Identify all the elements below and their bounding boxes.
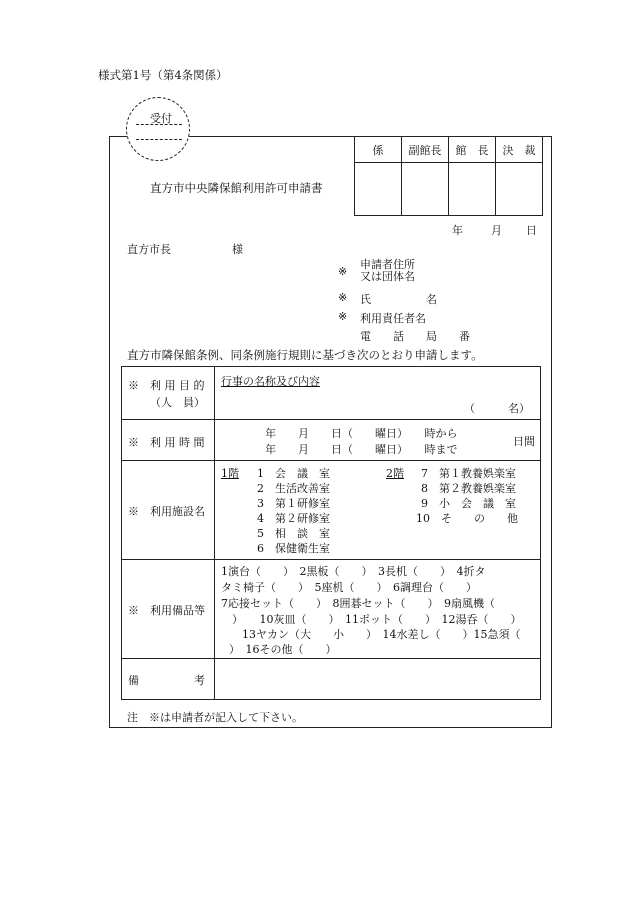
- equipment-line[interactable]: 7応接セット（ ） 8囲碁セット（ ） 9扇風機（: [221, 597, 495, 610]
- footnote: 注 ※は申請者が記入して下さい。: [127, 711, 303, 724]
- facility-item[interactable]: 3 第１研修室: [257, 497, 330, 510]
- facility-item[interactable]: 10 そ の 他: [416, 512, 518, 525]
- approval-header-vice-director: 副館長: [402, 137, 449, 163]
- time-label: ※ 利 用 時 間: [128, 436, 205, 449]
- stamp-dash-line: [136, 139, 182, 140]
- reception-stamp-circle: [126, 97, 190, 161]
- facility-item[interactable]: 9 小 会 議 室: [421, 497, 516, 510]
- table-column-divider: [214, 366, 215, 700]
- table-border-right: [540, 366, 541, 700]
- approval-seal-box[interactable]: [355, 163, 402, 216]
- applicant-responsible-label: 利用責任者名: [360, 312, 426, 325]
- purpose-input-area[interactable]: [216, 386, 538, 418]
- date-month: 月: [491, 224, 502, 237]
- table-row-divider: [121, 658, 541, 659]
- addressee-honorific: 様: [232, 243, 243, 256]
- approval-header-staff: 係: [355, 137, 402, 163]
- table-border-bottom: [121, 699, 541, 700]
- date-year: 年: [452, 224, 463, 237]
- intro-statement: 直方市隣保館条例、同条例施行規則に基づき次のとおり申請します。: [127, 348, 483, 362]
- equipment-line[interactable]: 1演台（ ） 2黒板（ ） 3長机（ ） 4折タ: [221, 565, 486, 578]
- table-row-divider: [121, 460, 541, 461]
- table-row-divider: [121, 419, 541, 420]
- facility-label: ※ 利用施設名: [128, 505, 205, 518]
- time-to-line: 年 月 日（ 曜日） 時まで: [265, 443, 458, 456]
- remarks-input-area[interactable]: [216, 660, 538, 698]
- applicant-name-label: 氏 名: [360, 293, 437, 306]
- approval-table: [354, 136, 543, 216]
- remarks-label: 備 考: [128, 674, 205, 687]
- purpose-label-line1: ※ 利 用 目 的: [128, 379, 205, 392]
- stamp-dash-line: [136, 124, 182, 125]
- equipment-line[interactable]: 13ヤカン（大 小 ） 14水差し（ ）15急須（: [242, 628, 521, 641]
- facility-item[interactable]: 8 第２教養娯楽室: [421, 482, 516, 495]
- facility-floor1-label: 1階: [221, 467, 239, 480]
- approval-seal-box[interactable]: [449, 163, 496, 216]
- approval-seal-box[interactable]: [402, 163, 449, 216]
- equipment-label: ※ 利用備品等: [128, 604, 205, 617]
- facility-floor2-label: 2階: [386, 467, 404, 480]
- facility-item[interactable]: 6 保健衛生室: [257, 542, 330, 555]
- table-border-top: [121, 366, 541, 367]
- facility-item[interactable]: 2 生活改善室: [257, 482, 330, 495]
- applicant-address-label: [360, 259, 415, 283]
- date-day: 日: [526, 224, 537, 237]
- facility-item[interactable]: 1 会 議 室: [257, 467, 330, 480]
- approval-header-director: 館 長: [449, 137, 496, 163]
- document-title: 直方市中央隣保館利用許可申請書: [150, 181, 323, 195]
- equipment-line[interactable]: タミ椅子（ ） 5座机（ ） 6調理台（ ）: [221, 581, 477, 594]
- facility-item[interactable]: 7 第１教養娯楽室: [421, 467, 516, 480]
- facility-item[interactable]: 4 第２研修室: [257, 512, 330, 525]
- addressee-name: 直方市長: [127, 243, 171, 256]
- applicant-responsible-mark: ※: [338, 310, 348, 323]
- facility-item[interactable]: 5 相 談 室: [257, 527, 330, 540]
- form-number: 様式第1号（第4条関係）: [98, 68, 228, 82]
- table-border-left: [121, 366, 122, 700]
- equipment-line[interactable]: ） 16その他（ ）: [229, 643, 337, 656]
- applicant-phone-label: 電 話 局 番: [360, 330, 470, 343]
- applicant-address-line2: 又は団体名: [360, 270, 415, 283]
- reception-stamp-label: 受付: [150, 112, 172, 125]
- applicant-address-mark: ※: [338, 265, 348, 278]
- equipment-line[interactable]: ） 10灰皿（ ） 11ポット（ ） 12湯呑（ ）: [221, 613, 522, 626]
- applicant-address-line1: 申請者住所: [360, 258, 415, 271]
- time-days-suffix: 日間: [513, 435, 535, 448]
- approval-seal-box[interactable]: [496, 163, 543, 216]
- table-row-divider: [121, 559, 541, 560]
- time-from-line: 年 月 日（ 曜日） 時から: [265, 427, 458, 440]
- approval-header-decision: 決 裁: [496, 137, 543, 163]
- purpose-label-line2: （人 員）: [150, 396, 205, 409]
- applicant-name-mark: ※: [338, 291, 348, 304]
- purpose-persons: （ 名）: [464, 402, 530, 415]
- purpose-content-title: 行事の名称及び内容: [221, 375, 320, 388]
